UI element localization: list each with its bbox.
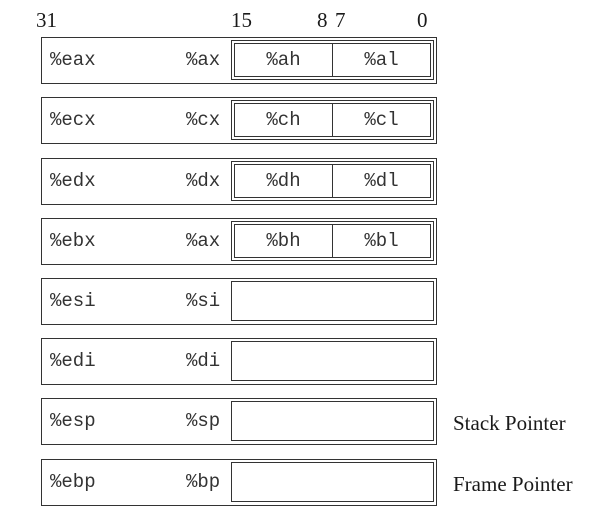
register-low-word xyxy=(231,462,434,502)
register-32bit-name: %ebp xyxy=(50,471,96,493)
bit-label-15: 15 xyxy=(231,8,252,32)
register-16bit-name: %si xyxy=(186,290,221,312)
register-row-edx xyxy=(41,158,437,205)
register-32bit-name: %eax xyxy=(50,49,96,71)
frame-pointer-label: Frame Pointer xyxy=(453,472,573,496)
register-32bit-name: %esi xyxy=(50,290,96,312)
register-row-esi xyxy=(41,278,437,325)
register-high-byte: %dh xyxy=(266,170,301,192)
bit-label-0: 0 xyxy=(417,8,428,32)
register-32bit-name: %ecx xyxy=(50,109,96,131)
register-32bit-name: %edi xyxy=(50,350,96,372)
register-16bit-name: %cx xyxy=(186,109,221,131)
register-low-byte: %bl xyxy=(364,230,399,252)
bit-label-7: 7 xyxy=(335,8,346,32)
register-row-esp xyxy=(41,398,437,445)
register-16bit-name: %sp xyxy=(186,410,221,432)
register-32bit-name: %esp xyxy=(50,410,96,432)
register-32bit-name: %ebx xyxy=(50,230,96,252)
register-row-eax xyxy=(41,37,437,84)
register-16bit-name: %di xyxy=(186,350,221,372)
register-32bit-name: %edx xyxy=(50,170,96,192)
register-row-ecx xyxy=(41,97,437,144)
stack-pointer-label: Stack Pointer xyxy=(453,411,566,435)
register-low-word xyxy=(231,161,434,201)
register-16bit-name: %bp xyxy=(186,471,221,493)
register-low-byte: %al xyxy=(364,49,399,71)
register-16bit-name: %ax xyxy=(186,49,221,71)
register-row-ebp xyxy=(41,459,437,506)
register-low-byte: %cl xyxy=(364,109,399,131)
register-low-byte: %dl xyxy=(364,170,399,192)
register-16bit-name: %dx xyxy=(186,170,221,192)
register-row-edi xyxy=(41,338,437,385)
bit-label-31: 31 xyxy=(36,8,57,32)
register-low-word xyxy=(231,401,434,441)
register-high-byte: %bh xyxy=(266,230,301,252)
register-row-ebx xyxy=(41,218,437,265)
register-high-byte: %ch xyxy=(266,109,301,131)
register-low-word xyxy=(231,341,434,381)
register-high-byte: %ah xyxy=(266,49,301,71)
register-low-word xyxy=(231,100,434,140)
register-16bit-name: %ax xyxy=(186,230,221,252)
register-low-word xyxy=(231,281,434,321)
register-low-word xyxy=(231,221,434,261)
bit-label-8: 8 xyxy=(317,8,328,32)
register-low-word xyxy=(231,40,434,80)
